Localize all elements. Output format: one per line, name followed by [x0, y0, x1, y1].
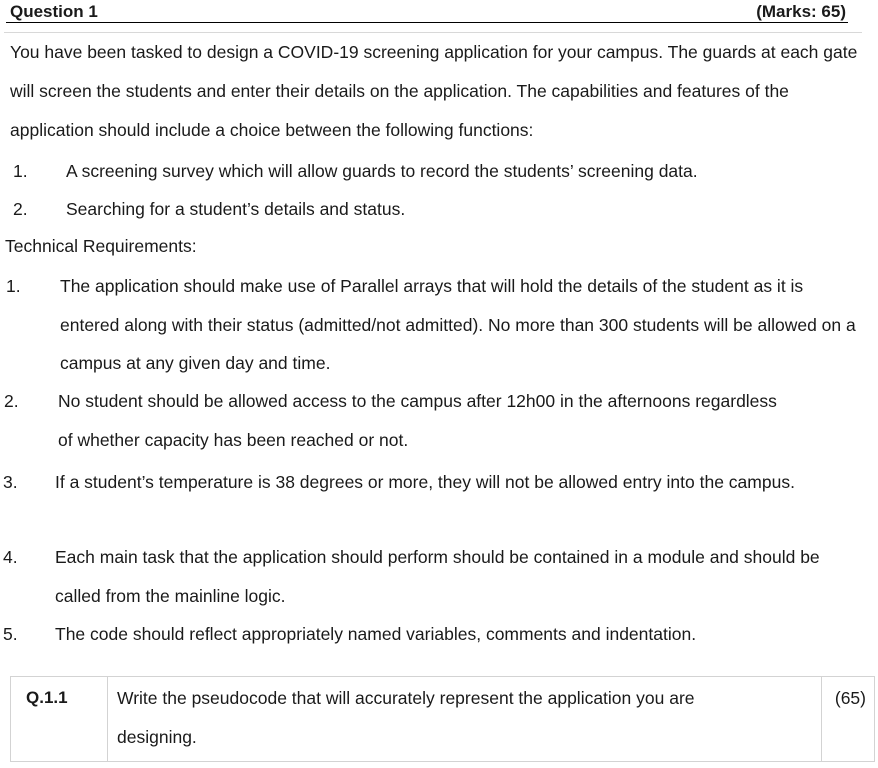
requirement-number: 4. [3, 547, 18, 567]
question-number-cell [11, 677, 108, 761]
requirement-text: The application should make use of Parallel arrays that will hold the details of the student as it is entered along with their status (admitted/not admitted). No more than 300 students will be allowed on a campus at any given day and time. [60, 276, 856, 373]
technical-requirements-heading: Technical Requirements: [5, 236, 197, 256]
requirement-number: 1. [6, 276, 21, 296]
requirement-number: 3. [3, 472, 18, 492]
requirement-text: Each main task that the application should perform should be contained in a module and should be called from the mainline logic. [55, 547, 820, 606]
function-text: A screening survey which will allow guards to record the students’ screening data. [66, 161, 698, 181]
question-marks: (65) [834, 688, 866, 708]
requirement-text: No student should be allowed access to the campus after 12h00 in the afternoons regardless of whether capacity has been reached or not. [58, 391, 777, 450]
question-header [6, 0, 848, 23]
function-text: Searching for a student’s details and status. [66, 199, 406, 219]
question-marks-cell [821, 677, 874, 761]
requirement-number: 5. [3, 624, 18, 644]
question-table [10, 676, 875, 762]
function-number: 2. [13, 199, 28, 219]
marks-label: (Marks: 65) [756, 2, 846, 21]
question-text: Write the pseudocode that will accurately represent the application you are designing. [117, 688, 695, 747]
question-number: Q.1.1 [26, 688, 68, 707]
requirement-number: 2. [4, 391, 19, 411]
intro-paragraph: You have been tasked to design a COVID-19 screening application for your campus. The guards at each gate will screen the students and enter their details on the application. The capabilities and features of the application should include a choice between the following functions: [4, 32, 862, 150]
function-number: 1. [13, 161, 28, 181]
requirement-text: The code should reflect appropriately named variables, comments and indentation. [55, 624, 697, 644]
requirement-text: If a student’s temperature is 38 degrees or more, they will not be allowed entry into the campus. [55, 472, 795, 492]
question-title: Question 1 [10, 2, 98, 21]
